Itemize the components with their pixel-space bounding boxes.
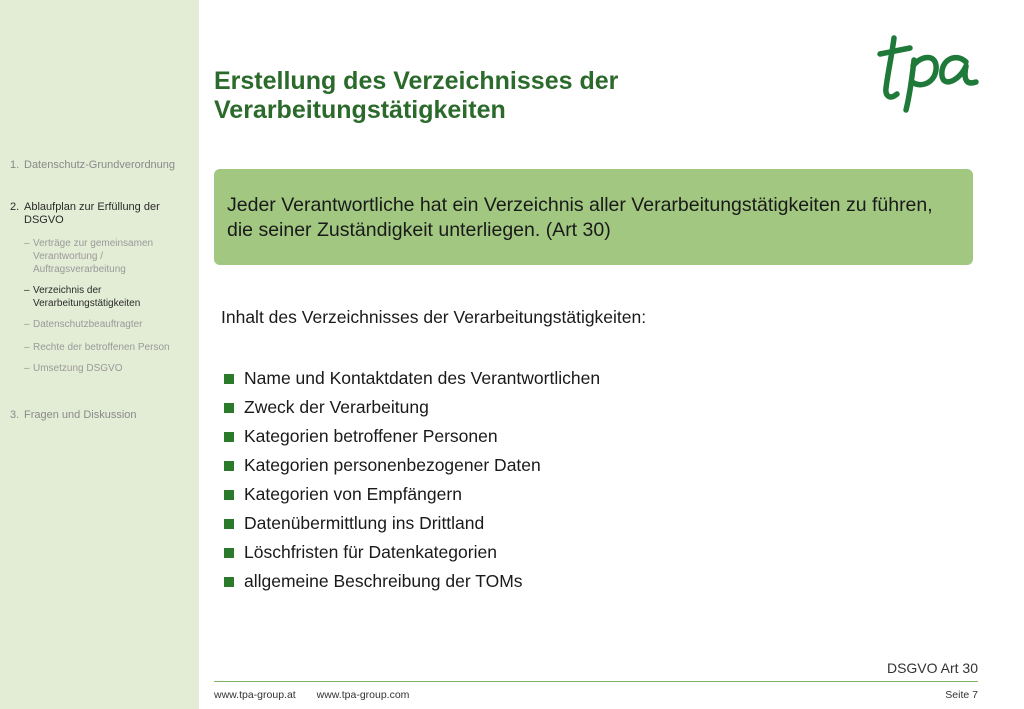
- sidebar-item-ablaufplan[interactable]: [10, 201, 184, 227]
- sidebar-subitem-label: Verträge zur gemeinsamen Verantwortung / Auftragsverarbeitung: [33, 238, 154, 275]
- sidebar-subitem-dash: –: [24, 285, 30, 296]
- bullet-square-icon: [224, 461, 234, 471]
- list-item: [224, 509, 600, 538]
- page-title: Erstellung des Verzeichnisses der Verarbeitungstätigkeiten: [214, 67, 619, 124]
- sidebar-subitem-verzeichnis[interactable]: [24, 284, 184, 310]
- list-item: [224, 422, 600, 451]
- sidebar-subitem-label: Datenschutzbeauftragter: [33, 319, 143, 330]
- list-item: [224, 364, 600, 393]
- sidebar-item-number: 1.: [10, 159, 20, 171]
- sidebar-subitem-dash: –: [24, 238, 30, 249]
- definition-callout: [214, 169, 973, 265]
- page-number: Seite 7: [945, 689, 978, 701]
- sidebar-subitem-label: Verzeichnis der Verarbeitungstätigkeiten: [33, 285, 141, 309]
- list-item: [224, 567, 600, 596]
- list-item: [224, 451, 600, 480]
- list-item-text: Kategorien von Empfängern: [244, 484, 462, 504]
- footer-divider: [214, 681, 978, 682]
- list-item-text: Kategorien betroffener Personen: [244, 426, 498, 446]
- sidebar-subitem-dash: –: [24, 363, 30, 374]
- tpa-logo: [876, 30, 980, 114]
- footer-link-com[interactable]: www.tpa-group.com: [316, 689, 410, 701]
- sidebar-item-fragen[interactable]: [10, 409, 184, 422]
- footer-link-at[interactable]: www.tpa-group.at: [214, 689, 296, 701]
- sidebar-subitem-umsetzung[interactable]: [24, 362, 184, 375]
- list-item: [224, 393, 600, 422]
- sidebar-subitem-rechte[interactable]: [24, 341, 184, 354]
- list-item: [224, 480, 600, 509]
- list-item-text: Löschfristen für Datenkategorien: [244, 542, 497, 562]
- list-item-text: Name und Kontaktdaten des Verantwortlichen: [244, 368, 601, 388]
- bullet-square-icon: [224, 490, 234, 500]
- bullet-square-icon: [224, 432, 234, 442]
- list-item-text: Kategorien personenbezogener Daten: [244, 455, 541, 475]
- bullet-square-icon: [224, 519, 234, 529]
- content-subheading: Inhalt des Verzeichnisses der Verarbeitungstätigkeiten:: [221, 307, 647, 327]
- sidebar-subitem-datenschutzbeauftragter[interactable]: [24, 318, 184, 331]
- bullet-square-icon: [224, 577, 234, 587]
- bullet-square-icon: [224, 374, 234, 384]
- sidebar-item-label: Datenschutz-Grundverordnung: [24, 159, 176, 171]
- sidebar: [0, 0, 199, 709]
- sidebar-item-datenschutz-grundverordnung[interactable]: [10, 159, 184, 172]
- sidebar-item-number: 3.: [10, 409, 20, 421]
- bullet-square-icon: [224, 403, 234, 413]
- list-item: [224, 538, 600, 567]
- sidebar-subitem-vertraege[interactable]: [24, 237, 184, 276]
- sidebar-item-label: Fragen und Diskussion: [24, 409, 137, 421]
- list-item-text: Zweck der Verarbeitung: [244, 397, 429, 417]
- sidebar-item-label: Ablaufplan zur Erfüllung der DSGVO: [24, 201, 160, 226]
- content-bullet-list: [224, 364, 600, 596]
- list-item-text: Datenübermittlung ins Drittland: [244, 513, 485, 533]
- footer-tag: DSGVO Art 30: [886, 660, 978, 676]
- sidebar-subitem-label: Umsetzung DSGVO: [33, 363, 123, 374]
- sidebar-subitem-dash: –: [24, 319, 30, 330]
- footer-links: [214, 689, 409, 701]
- sidebar-subitem-dash: –: [24, 342, 30, 353]
- sidebar-subitem-label: Rechte der betroffenen Person: [33, 342, 170, 353]
- bullet-square-icon: [224, 548, 234, 558]
- callout-text: Jeder Verantwortliche hat ein Verzeichnis aller Verarbeitungstätigkeiten zu führen, die seiner Zuständigkeit unterliegen. (Art 30): [227, 194, 933, 241]
- sidebar-item-number: 2.: [10, 201, 20, 213]
- list-item-text: allgemeine Beschreibung der TOMs: [244, 571, 523, 591]
